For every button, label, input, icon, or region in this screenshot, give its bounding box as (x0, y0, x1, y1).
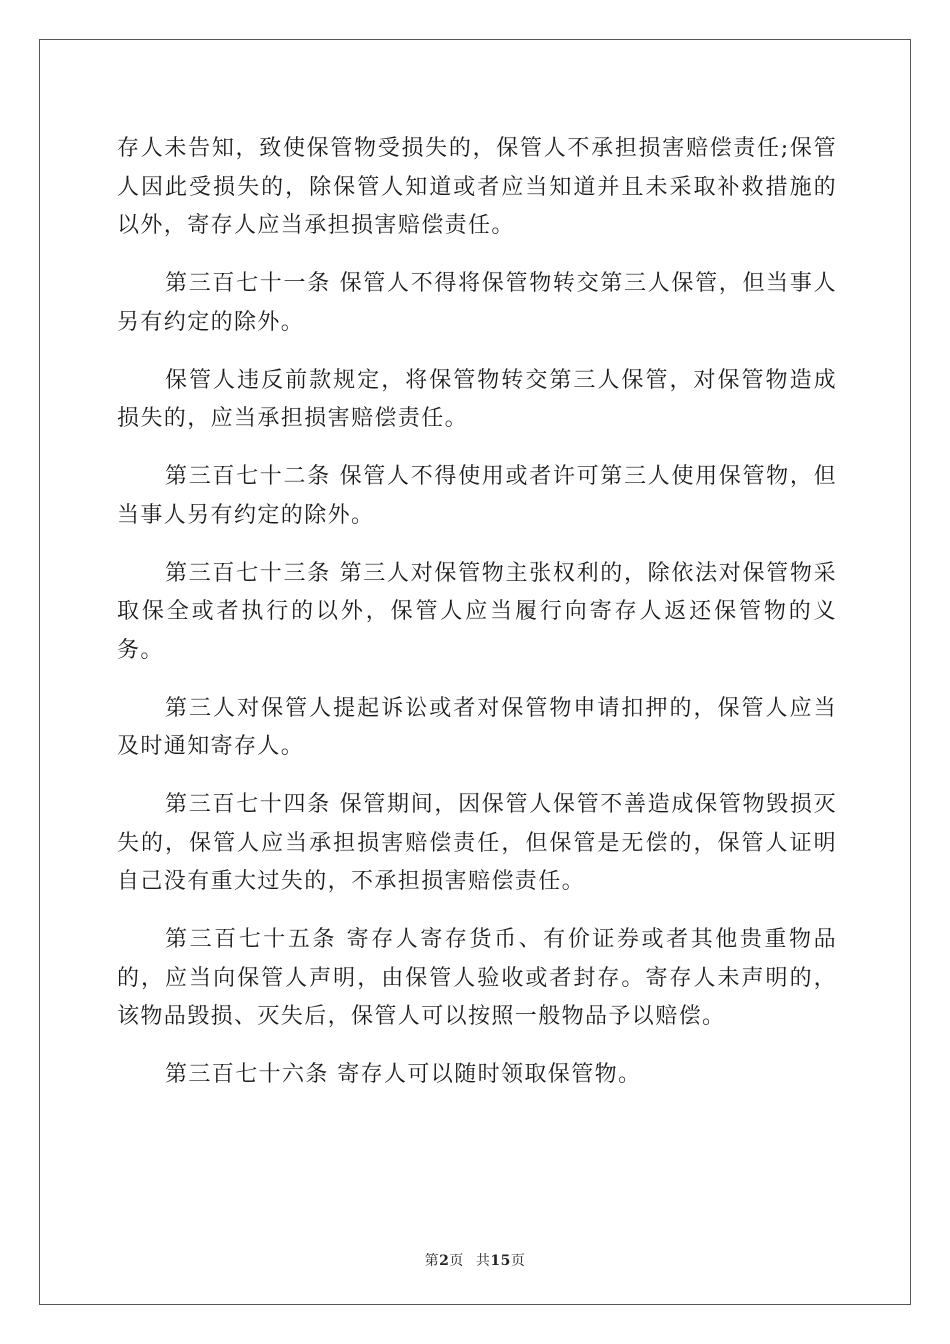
paragraph: 第三人对保管人提起诉讼或者对保管物申请扣押的，保管人应当及时通知寄存人。 (117, 695, 837, 759)
total-prefix: 共 (475, 1253, 491, 1269)
paragraph: 第三百七十一条 保管人不得将保管物转交第三人保管，但当事人另有约定的除外。 (117, 271, 837, 335)
paragraph: 第三百七十四条 保管期间，因保管人保管不善造成保管物毁损灭失的，保管人应当承担损害赔偿责任，但保管是无偿的，保管人证明自己没有重大过失的，不承担损害赔偿责任。 (117, 792, 837, 894)
total-pages-number: 15 (490, 1253, 511, 1269)
page-suffix: 页 (449, 1253, 464, 1269)
paragraph: 存人未告知，致使保管物受损失的，保管人不承担损害赔偿责任;保管人因此受损失的，除保管人知道或者应当知道并且未采取补救措施的以外，寄存人应当承担损害赔偿责任。 (117, 136, 837, 238)
paragraph: 第三百七十六条 寄存人可以随时领取保管物。 (165, 1062, 642, 1087)
page-prefix: 第 (424, 1253, 440, 1269)
total-suffix: 页 (510, 1253, 526, 1269)
paragraph: 第三百七十五条 寄存人寄存货币、有价证券或者其他贵重物品的，应当向保管人声明，由保管人验收或者封存。寄存人未声明的，该物品毁损、灭失后，保管人可以按照一般物品予以赔偿。 (117, 927, 837, 1029)
page-footer (0, 1250, 950, 1270)
page-number: 2 (439, 1253, 450, 1269)
document-body (117, 130, 837, 1114)
paragraph: 第三百七十三条 第三人对保管物主张权利的，除依法对保管物采取保全或者执行的以外，保管人应当履行向寄存人返还保管物的义务。 (117, 560, 837, 663)
paragraph: 保管人违反前款规定，将保管物转交第三人保管，对保管物造成损失的，应当承担损害赔偿责任。 (117, 367, 837, 431)
page-indicator (425, 1253, 464, 1269)
paragraph: 第三百七十二条 保管人不得使用或者许可第三人使用保管物，但当事人另有约定的除外。 (117, 464, 837, 528)
total-pages-indicator (476, 1253, 525, 1269)
